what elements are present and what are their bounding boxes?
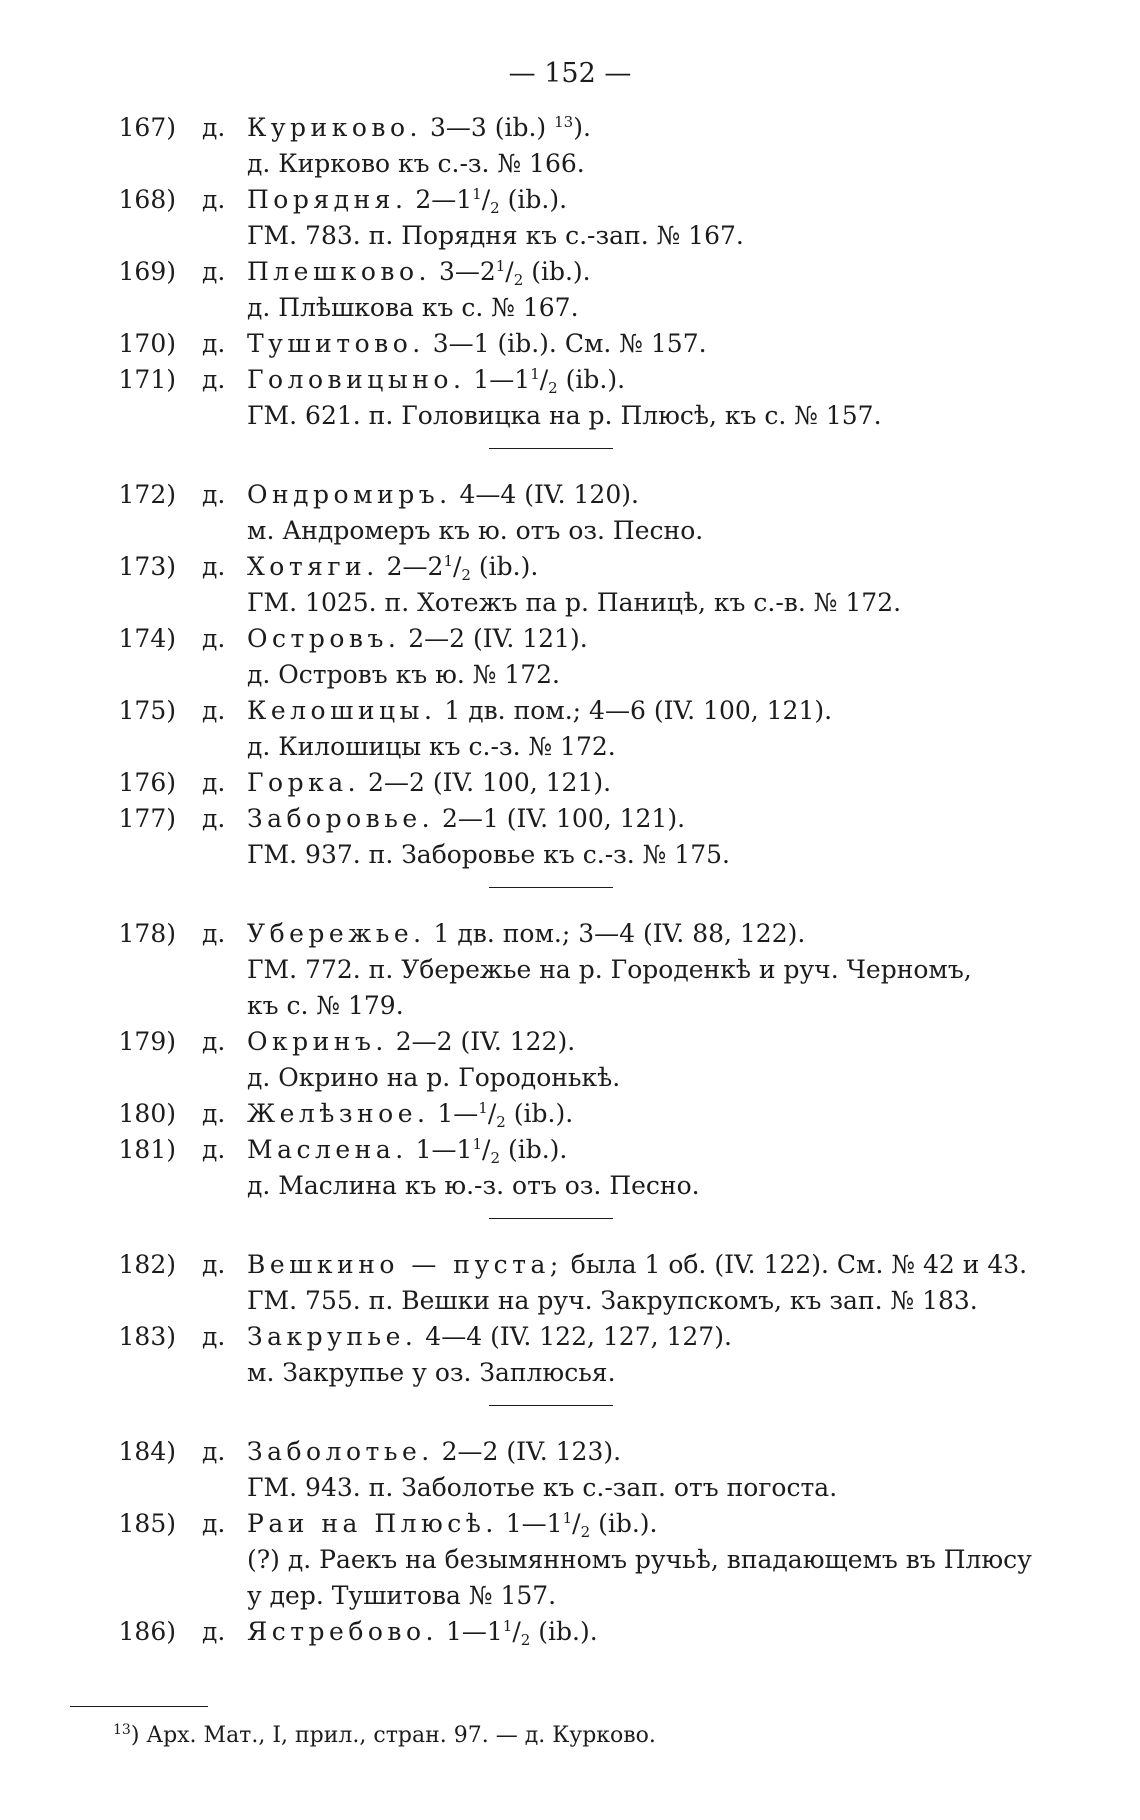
entry-detail: м. Андромеръ къ ю. отъ оз. Песно. bbox=[247, 516, 704, 545]
fraction-numerator: 1 bbox=[443, 552, 453, 570]
entry-text bbox=[247, 182, 567, 218]
entry-number: 169) bbox=[118, 257, 176, 286]
fraction-denominator: 2 bbox=[580, 1523, 591, 1541]
entry-text bbox=[247, 1614, 598, 1650]
entry-kind: д. bbox=[202, 1027, 226, 1056]
source-reference: (IV. 121). bbox=[473, 624, 588, 653]
entry-kind: д. bbox=[202, 365, 226, 394]
counts-value: 4—4 bbox=[425, 1322, 483, 1351]
fraction-numerator: 1 bbox=[478, 1099, 488, 1117]
fraction-denominator: 2 bbox=[520, 1631, 531, 1649]
source-reference: (ib.). См. № 157. bbox=[497, 329, 707, 358]
entry-detail: ГМ. 621. п. Головицка на р. Плюсѣ, къ с. № 157. bbox=[247, 401, 882, 430]
entry-180 bbox=[0, 1096, 1140, 1132]
entry-text bbox=[247, 801, 685, 837]
entry-text bbox=[247, 693, 832, 729]
entry-186 bbox=[0, 1614, 1140, 1650]
entry-main-line bbox=[0, 254, 1140, 290]
counts-value: 2—2 bbox=[408, 624, 466, 653]
entry-main-line bbox=[0, 1434, 1140, 1470]
entry-kind: д. bbox=[202, 1250, 226, 1279]
entry-185 bbox=[0, 1506, 1140, 1614]
entry-detail-line bbox=[0, 218, 1140, 254]
settlement-name: Окринъ. bbox=[247, 1027, 388, 1056]
entry-175 bbox=[0, 693, 1140, 765]
entry-detail: къ с. № 179. bbox=[247, 991, 404, 1020]
fraction-numerator: 1 bbox=[502, 1617, 513, 1635]
entry-169 bbox=[0, 254, 1140, 326]
entry-detail-line bbox=[0, 837, 1140, 873]
entry-kind: д. bbox=[202, 185, 226, 214]
settlement-name: Келошицы. bbox=[247, 696, 437, 725]
counts-value: 3—1 bbox=[432, 329, 490, 358]
entry-text bbox=[247, 1319, 732, 1355]
settlement-name: Вешкино — пуста; bbox=[247, 1250, 563, 1279]
household-counts bbox=[430, 113, 487, 142]
entry-kind: д. bbox=[202, 1437, 226, 1466]
entry-main-line bbox=[0, 110, 1140, 146]
entry-main-line bbox=[0, 362, 1140, 398]
household-counts bbox=[442, 1437, 499, 1466]
settlement-name: Желѣзное. bbox=[247, 1099, 430, 1128]
entry-main-line bbox=[0, 477, 1140, 513]
entry-detail-line bbox=[0, 513, 1140, 549]
counts-value: 2—2 bbox=[386, 552, 444, 581]
settlement-name: Заборовье. bbox=[247, 804, 435, 833]
source-reference: (IV. 122). bbox=[460, 1027, 576, 1056]
source-reference: (ib.). bbox=[565, 365, 626, 394]
entry-detail-line bbox=[0, 146, 1140, 182]
source-reference: (IV. 120). bbox=[524, 480, 639, 509]
entry-kind: д. bbox=[202, 329, 226, 358]
entry-kind: д. bbox=[202, 552, 226, 581]
counts-value: 2—2 bbox=[441, 1437, 499, 1466]
source-reference: (IV. 88, 122). bbox=[642, 919, 806, 948]
entry-detail: (?) д. Раекъ на безымянномъ ручьѣ, впадающемъ въ Плюсу bbox=[247, 1545, 1032, 1574]
entry-text bbox=[247, 110, 591, 146]
household-counts: $1—1^1/_2$ bbox=[445, 1617, 531, 1649]
settlement-name: Головицыно. bbox=[247, 365, 466, 394]
counts-value: 1—1 bbox=[473, 365, 531, 394]
entry-text bbox=[247, 621, 588, 657]
entry-detail-line bbox=[0, 952, 1140, 988]
section-divider bbox=[489, 448, 613, 449]
counts-value: 1—1 bbox=[415, 1135, 473, 1164]
entry-detail: д. Маслина къ ю.-з. отъ оз. Песно. bbox=[247, 1171, 700, 1200]
entry-main-line bbox=[0, 916, 1140, 952]
entry-172 bbox=[0, 477, 1140, 549]
counts-value: 4—4 bbox=[459, 480, 517, 509]
entry-main-line bbox=[0, 549, 1140, 585]
source-reference: (ib.). bbox=[507, 185, 568, 214]
settlement-name: Островъ. bbox=[247, 624, 401, 653]
household-counts: $1—1^1/_2$ bbox=[415, 1135, 500, 1167]
household-counts: $1—^1/_2$ bbox=[437, 1099, 506, 1131]
household-counts bbox=[444, 696, 646, 725]
source-reference: (IV. 122). См. № 42 и 43. bbox=[714, 1250, 1028, 1279]
entry-detail: ГМ. 1025. п. Хотежъ па р. Паницѣ, къ с.-в. № 172. bbox=[247, 588, 902, 617]
household-counts bbox=[460, 480, 517, 509]
entry-detail-line bbox=[0, 398, 1140, 434]
source-reference: (IV. 100, 121). bbox=[432, 768, 612, 797]
page-number: — 152 — bbox=[508, 58, 632, 89]
entry-number: 176) bbox=[118, 768, 176, 797]
settlement-name: Раи на Плюсѣ. bbox=[247, 1509, 498, 1538]
entry-number: 177) bbox=[118, 804, 176, 833]
entry-text bbox=[247, 477, 639, 513]
fraction-numerator: 1 bbox=[472, 185, 482, 203]
entry-main-line bbox=[0, 693, 1140, 729]
entry-kind: д. bbox=[202, 1135, 226, 1164]
entry-main-line bbox=[0, 1247, 1140, 1283]
settlement-name: Убережье. bbox=[247, 919, 426, 948]
entry-number: 182) bbox=[118, 1250, 176, 1279]
entry-detail: д. Килошицы къ с.-з. № 172. bbox=[247, 732, 616, 761]
household-counts: $2—2^1/_2$ bbox=[386, 552, 471, 584]
entry-number: 167) bbox=[118, 113, 176, 142]
section-divider bbox=[489, 1218, 613, 1219]
entry-number: 171) bbox=[118, 365, 176, 394]
household-counts: $2—1^1/_2$ bbox=[415, 185, 500, 217]
fraction-denominator: 2 bbox=[490, 199, 500, 217]
entry-detail-line bbox=[0, 1355, 1140, 1391]
entry-text bbox=[247, 1096, 573, 1132]
source-reference: (ib.). bbox=[531, 257, 591, 286]
entry-main-line bbox=[0, 326, 1140, 362]
entry-text bbox=[247, 765, 611, 801]
household-counts bbox=[368, 768, 425, 797]
entry-text bbox=[247, 1024, 575, 1060]
settlement-name: Закрупье. bbox=[247, 1322, 418, 1351]
entry-kind: д. bbox=[202, 480, 226, 509]
source-reference: (IV. 100, 121). bbox=[653, 696, 833, 725]
counts-value: была 1 об. bbox=[570, 1250, 707, 1279]
entry-kind: д. bbox=[202, 1617, 226, 1646]
household-counts bbox=[433, 329, 490, 358]
entry-number: 185) bbox=[118, 1509, 176, 1538]
entry-number: 174) bbox=[118, 624, 176, 653]
entry-179 bbox=[0, 1024, 1140, 1096]
entry-text bbox=[247, 1132, 567, 1168]
entry-detail-line bbox=[0, 988, 1140, 1024]
entry-detail-line bbox=[0, 1578, 1140, 1614]
entry-167 bbox=[0, 110, 1140, 182]
entry-detail: у дер. Тушитова № 157. bbox=[247, 1581, 557, 1610]
footnote-mark: 13 bbox=[113, 1722, 131, 1738]
entry-detail-line bbox=[0, 1470, 1140, 1506]
entry-174 bbox=[0, 621, 1140, 693]
fraction-denominator: 2 bbox=[548, 379, 558, 397]
household-counts bbox=[408, 624, 465, 653]
entry-176 bbox=[0, 765, 1140, 801]
counts-value: 1—1 bbox=[445, 1617, 503, 1646]
entry-number: 183) bbox=[118, 1322, 176, 1351]
footnote bbox=[113, 1720, 656, 1752]
settlement-name: Ондромиръ. bbox=[247, 480, 452, 509]
settlement-name: Хотяги. bbox=[247, 552, 379, 581]
section-divider bbox=[489, 1405, 613, 1406]
entry-detail-line bbox=[0, 657, 1140, 693]
entry-detail-line bbox=[0, 585, 1140, 621]
footnote-text: ) Арх. Мат., I, прил., стран. 97. — д. Курково. bbox=[130, 1723, 656, 1748]
settlement-name: Тушитово. bbox=[247, 329, 425, 358]
entry-detail: ГМ. 783. п. Порядня къ с.-зап. № 167. bbox=[247, 221, 744, 250]
entry-kind: д. bbox=[202, 1099, 226, 1128]
household-counts: $1—1^1/_2$ bbox=[505, 1509, 591, 1541]
source-reference: (IV. 123). bbox=[506, 1437, 622, 1466]
source-reference: (ib.). bbox=[507, 1135, 568, 1164]
entry-text bbox=[247, 1506, 657, 1542]
footnote-reference bbox=[554, 113, 573, 142]
entries-list bbox=[0, 110, 1140, 1650]
entry-detail-line bbox=[0, 1283, 1140, 1319]
fraction-denominator: 2 bbox=[461, 566, 471, 584]
entry-detail: ГМ. 937. п. Заборовье къ с.-з. № 175. bbox=[247, 840, 730, 869]
entry-detail: м. Закрупье у оз. Заплюсья. bbox=[247, 1358, 616, 1387]
entry-number: 186) bbox=[118, 1617, 176, 1646]
settlement-name: Плешково. bbox=[247, 257, 431, 286]
entry-text bbox=[247, 549, 538, 585]
counts-value: 1 дв. пом.; 3—4 bbox=[433, 919, 636, 948]
entry-main-line bbox=[0, 1132, 1140, 1168]
entry-detail: д. Островъ къ ю. № 172. bbox=[247, 660, 561, 689]
settlement-name: Заболотье. bbox=[247, 1437, 434, 1466]
entry-detail-line bbox=[0, 1060, 1140, 1096]
household-counts bbox=[396, 1027, 453, 1056]
counts-value: 2—1 bbox=[442, 804, 499, 833]
entry-detail: ГМ. 755. п. Вешки на руч. Закрупскомъ, къ зап. № 183. bbox=[247, 1286, 978, 1315]
entry-text bbox=[247, 326, 707, 362]
entry-detail: ГМ. 943. п. Заболотье къ с.-зап. отъ погоста. bbox=[247, 1473, 838, 1502]
entry-kind: д. bbox=[202, 1509, 226, 1538]
entry-text bbox=[247, 916, 805, 952]
entry-177 bbox=[0, 801, 1140, 873]
entry-main-line bbox=[0, 182, 1140, 218]
settlement-name: Маслена. bbox=[247, 1135, 408, 1164]
counts-value: 1—1 bbox=[505, 1509, 563, 1538]
settlement-name: Ястребово. bbox=[247, 1617, 438, 1646]
entry-text bbox=[247, 362, 625, 398]
entry-detail: д. Плѣшкова къ с. № 167. bbox=[247, 293, 579, 322]
entry-number: 170) bbox=[118, 329, 176, 358]
household-counts bbox=[425, 1322, 482, 1351]
entry-number: 184) bbox=[118, 1437, 176, 1466]
counts-value: 2—2 bbox=[395, 1027, 453, 1056]
counts-value: 3—3 bbox=[429, 113, 487, 142]
entry-number: 175) bbox=[118, 696, 176, 725]
entry-kind: д. bbox=[202, 696, 226, 725]
fraction-denominator: 2 bbox=[490, 1149, 500, 1167]
entry-detail: ГМ. 772. п. Убережье на р. Городенкѣ и руч. Черномъ, bbox=[247, 955, 972, 984]
entry-detail-line bbox=[0, 729, 1140, 765]
entry-text bbox=[247, 1434, 621, 1470]
entry-detail-line bbox=[0, 1168, 1140, 1204]
fraction-numerator: 1 bbox=[562, 1509, 573, 1527]
entry-number: 178) bbox=[118, 919, 176, 948]
source-reference: (ib.). bbox=[513, 1099, 574, 1128]
entry-171 bbox=[0, 362, 1140, 434]
entry-detail-line bbox=[0, 290, 1140, 326]
entry-kind: д. bbox=[202, 624, 226, 653]
household-counts bbox=[571, 1250, 707, 1279]
entry-number: 181) bbox=[118, 1135, 176, 1164]
source-reference: (ib.). bbox=[478, 552, 539, 581]
entry-number: 172) bbox=[118, 480, 176, 509]
footnote-reference-mark: 13 bbox=[554, 113, 574, 131]
household-counts: $1—1^1/_2$ bbox=[473, 365, 558, 397]
entry-main-line bbox=[0, 1506, 1140, 1542]
entry-number: 180) bbox=[118, 1099, 176, 1128]
counts-value: 1 дв. пом.; 4—6 bbox=[444, 696, 646, 725]
settlement-name: Куриково. bbox=[247, 113, 422, 142]
entry-173 bbox=[0, 549, 1140, 621]
entry-181 bbox=[0, 1132, 1140, 1204]
settlement-name: Порядня. bbox=[247, 185, 408, 214]
counts-value: 3—2 bbox=[438, 257, 496, 286]
fraction-numerator: 1 bbox=[495, 257, 506, 275]
fraction-denominator: 2 bbox=[496, 1113, 506, 1131]
entry-number: 173) bbox=[118, 552, 176, 581]
source-reference: (IV. 100, 121). bbox=[506, 804, 686, 833]
entry-178 bbox=[0, 916, 1140, 1024]
entry-main-line bbox=[0, 1024, 1140, 1060]
entry-kind: д. bbox=[202, 113, 226, 142]
entry-main-line bbox=[0, 1096, 1140, 1132]
footnote-rule bbox=[70, 1706, 208, 1707]
entry-text bbox=[247, 1247, 1027, 1283]
household-counts: $3—2^1/_2$ bbox=[438, 257, 524, 289]
entry-kind: д. bbox=[202, 768, 226, 797]
entry-number: 168) bbox=[118, 185, 176, 214]
entry-main-line bbox=[0, 1319, 1140, 1355]
entry-183 bbox=[0, 1319, 1140, 1391]
entry-168 bbox=[0, 182, 1140, 254]
source-reference: (ib.). bbox=[538, 1617, 598, 1646]
section-divider bbox=[489, 887, 613, 888]
entry-main-line bbox=[0, 621, 1140, 657]
counts-value: 1— bbox=[437, 1099, 479, 1128]
entry-detail-line bbox=[0, 1542, 1140, 1578]
counts-value: 2—2 bbox=[368, 768, 425, 797]
entry-184 bbox=[0, 1434, 1140, 1506]
source-reference: (IV. 122, 127, 127). bbox=[490, 1322, 732, 1351]
entry-kind: д. bbox=[202, 257, 226, 286]
entry-number: 179) bbox=[118, 1027, 176, 1056]
counts-value: 2—1 bbox=[415, 185, 473, 214]
source-reference: (ib.) bbox=[494, 113, 547, 142]
entry-text bbox=[247, 254, 591, 290]
entry-main-line bbox=[0, 1614, 1140, 1650]
fraction-numerator: 1 bbox=[530, 365, 540, 383]
entry-main-line bbox=[0, 801, 1140, 837]
settlement-name: Горка. bbox=[247, 768, 361, 797]
entry-kind: д. bbox=[202, 1322, 226, 1351]
entry-182 bbox=[0, 1247, 1140, 1319]
entry-detail: д. Окрино на р. Городонькѣ. bbox=[247, 1063, 621, 1092]
entry-closing: ). bbox=[573, 113, 591, 142]
entry-170 bbox=[0, 326, 1140, 362]
entry-kind: д. bbox=[202, 919, 226, 948]
fraction-denominator: 2 bbox=[513, 271, 524, 289]
entry-detail: д. Кирково къ с.-з. № 166. bbox=[247, 149, 585, 178]
household-counts bbox=[434, 919, 636, 948]
household-counts bbox=[442, 804, 499, 833]
entry-main-line bbox=[0, 765, 1140, 801]
fraction-numerator: 1 bbox=[472, 1135, 483, 1153]
entry-kind: д. bbox=[202, 804, 226, 833]
source-reference: (ib.). bbox=[598, 1509, 658, 1538]
